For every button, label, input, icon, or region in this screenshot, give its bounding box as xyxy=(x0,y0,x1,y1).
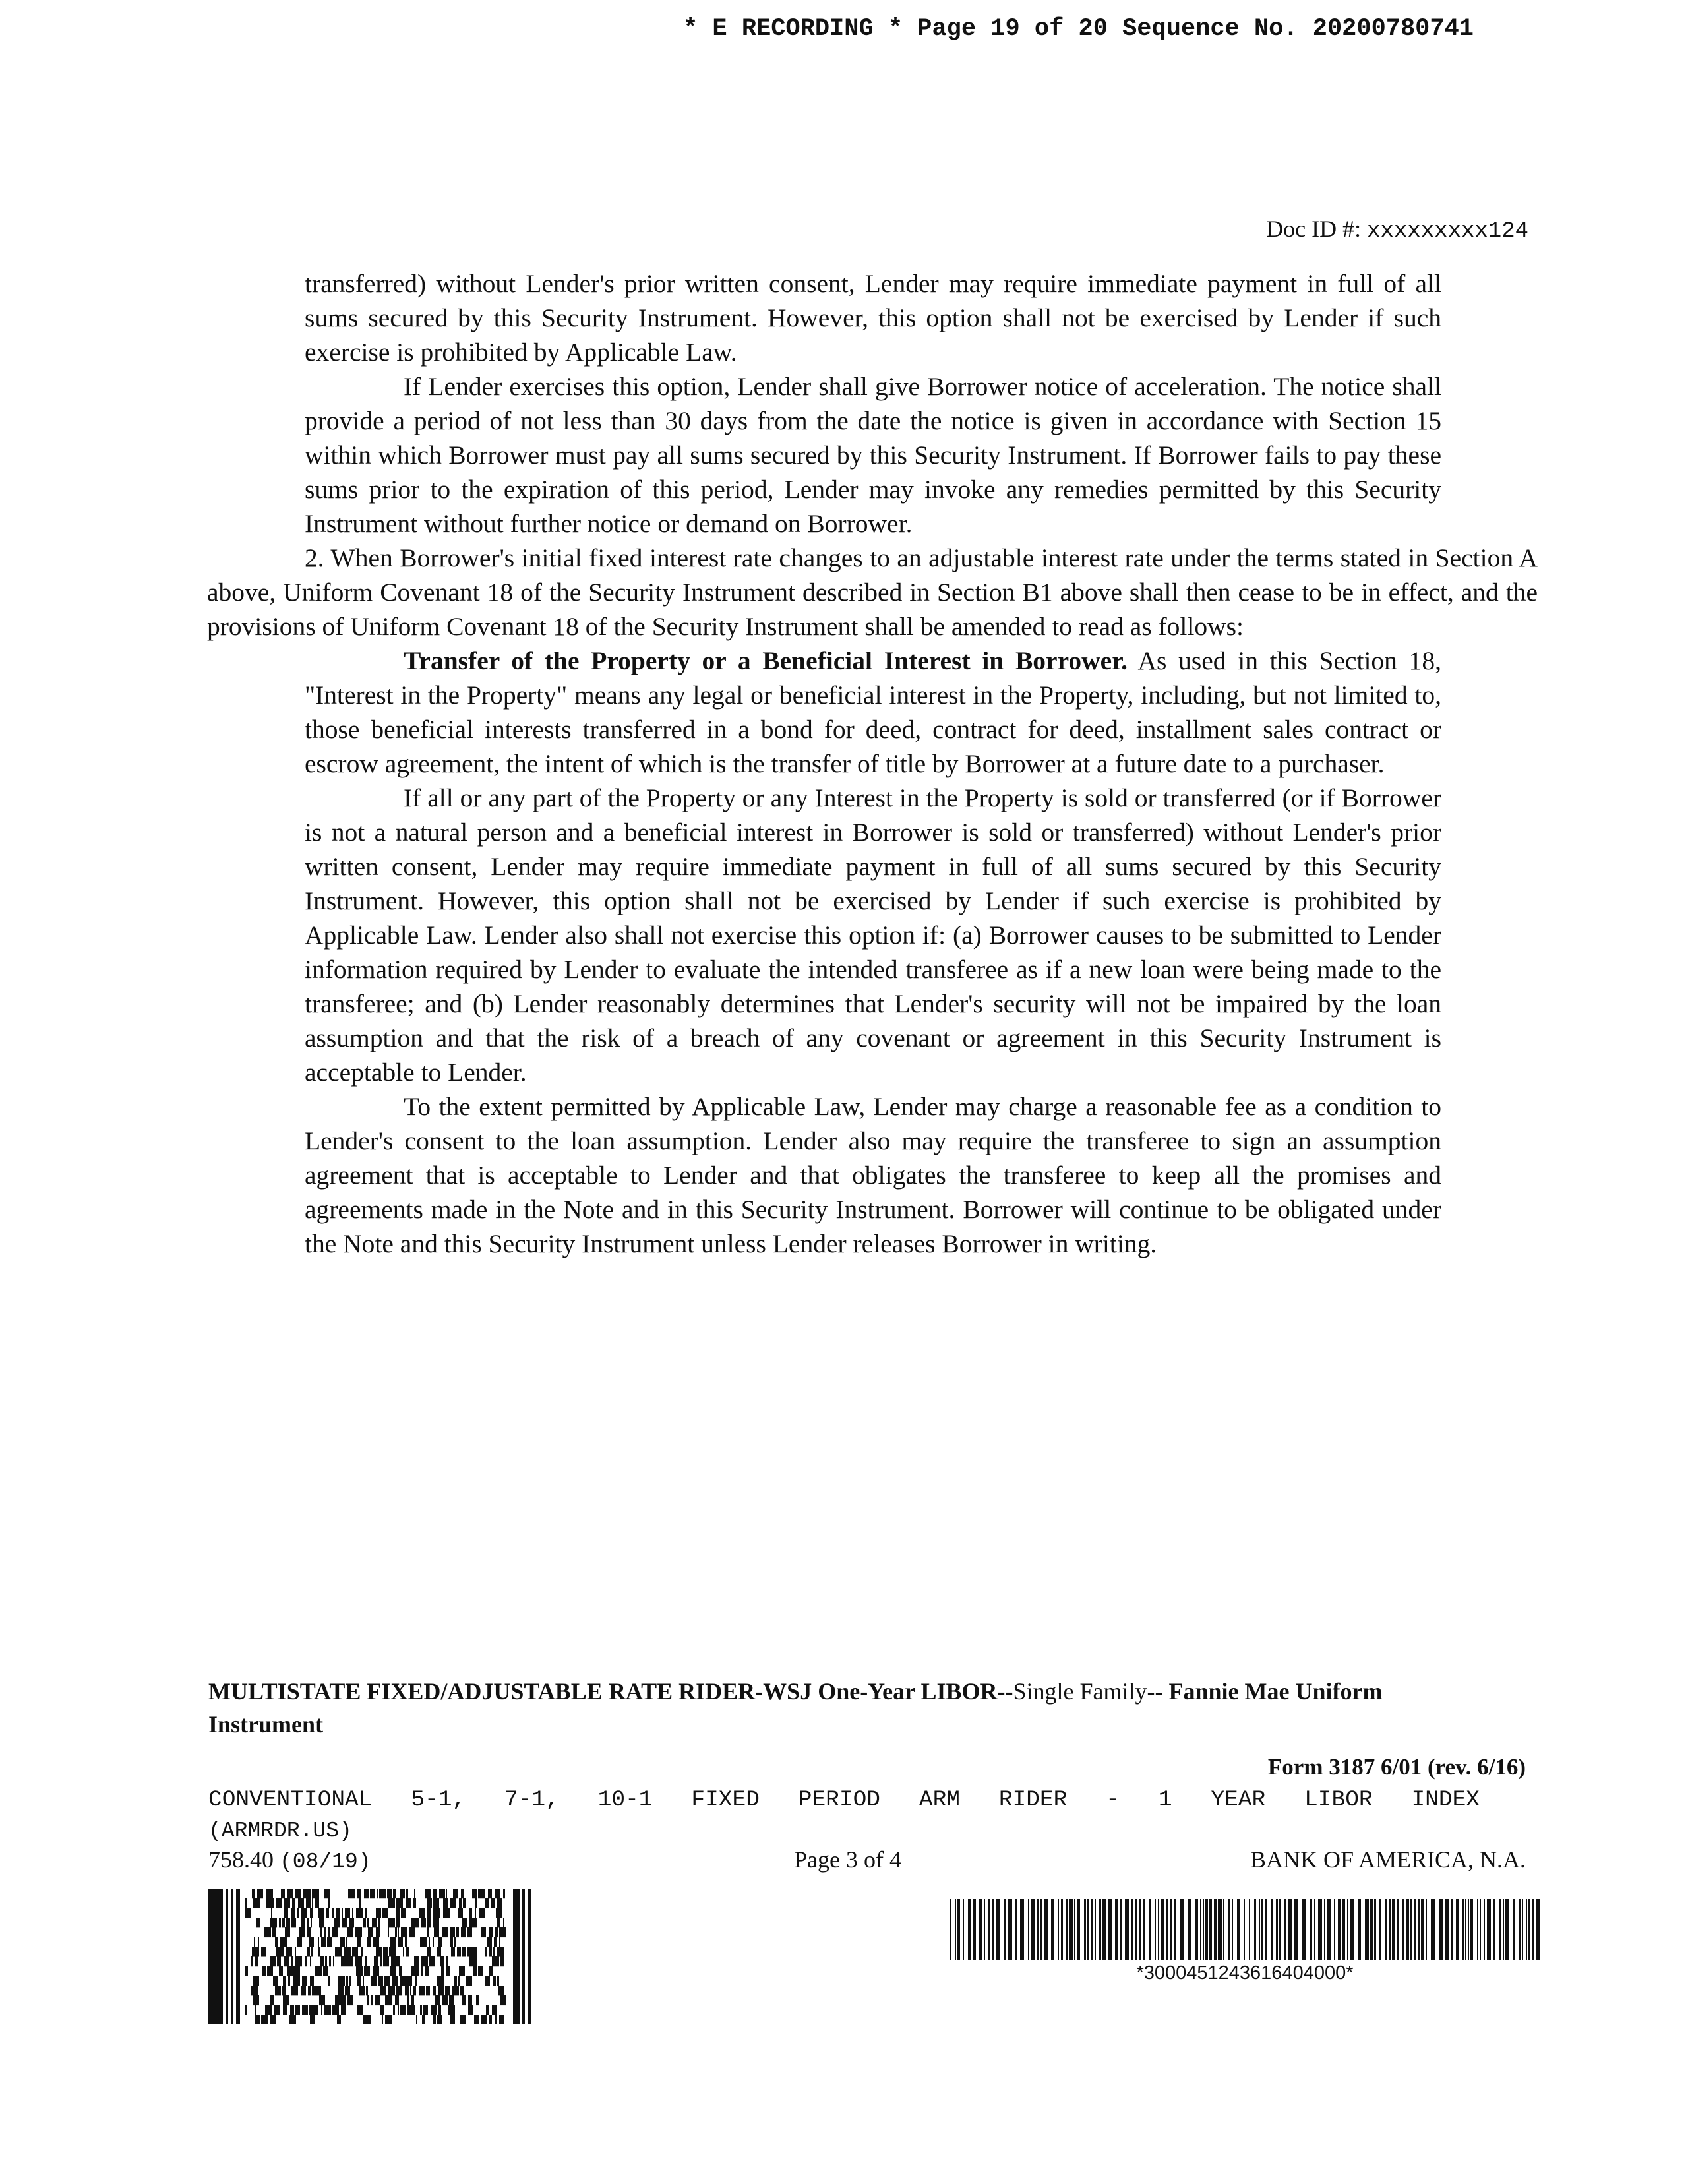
lender-name: BANK OF AMERICA, N.A. xyxy=(1250,1846,1526,1873)
linear-barcode-icon xyxy=(950,1899,1540,1960)
rider-description: CONVENTIONAL 5-1, 7-1, 10-1 FIXED PERIOD ARM RIDER - 1 YEAR LIBOR INDEX xyxy=(208,1787,1480,1813)
rider-code: (ARMRDR.US) xyxy=(208,1819,352,1843)
rider-title-normal: Single Family-- xyxy=(1013,1678,1163,1705)
paragraph-transfer-consent: If all or any part of the Property or any Interest in the Property is sold or transferred (or if Borrower is not a natural person and a beneficial interest in Borrower is sold or transferred) without Lender's prior written consent, Lender may require immediate payment in full of all sums secured by this Security Instrument. However, this option shall not be exercised by Lender if such exercise is prohibited by Applicable Law. Lender also shall not exercise this option if: (a) Borrower causes to be submitted to Lender information required by Lender to evaluate the intended transferee as if a new loan were being made to the transferee; and (b) Lender reasonably determines that Lender's security will not be impaired by the loan assumption and that the risk of a breach of any covenant or agreement in this Security Instrument is acceptable to Lender. xyxy=(305,783,1441,1087)
form-version xyxy=(208,1844,371,1878)
form-version-date: (08/19) xyxy=(280,1850,371,1874)
document-body xyxy=(207,266,1538,1261)
section-heading-text: As used in this Section 18, "Interest in the Property" means any legal or beneficial interest in the Property, including, but not limited to, those beneficial interests transferred in a bond for deed, contract for deed, installment sales contract or escrow agreement, the intent of which is the transfer of title by Borrower at a future date to a purchaser. xyxy=(305,646,1441,778)
paragraph-section-2: 2. When Borrower's initial fixed interest rate changes to an adjustable interest rate under the terms stated in Section A above, Uniform Covenant 18 of the Security Instrument described in Section B1 above shall then cease to be in effect, and the provisions of Uniform Covenant 18 of the Security Instrument shall be amended to read as follows: xyxy=(207,543,1538,641)
form-version-number: 758.40 xyxy=(208,1846,280,1873)
doc-id xyxy=(1266,212,1528,248)
rider-title-bold-2: Fannie Mae Uniform Instrument xyxy=(208,1678,1383,1738)
paragraph-continuation: transferred) without Lender's prior written consent, Lender may require immediate payment in full of all sums secured by this Security Instrument. However, this option shall not be exercised by Lender if such exercise is prohibited by Applicable Law. xyxy=(305,269,1441,367)
rider-title-bold: MULTISTATE FIXED/ADJUSTABLE RATE RIDER-WSJ One-Year LIBOR-- xyxy=(208,1678,1013,1705)
section-heading: Transfer of the Property or a Beneficial Interest in Borrower. xyxy=(404,646,1128,675)
paragraph-acceleration-notice: If Lender exercises this option, Lender shall give Borrower notice of acceleration. The notice shall provide a period of not less than 30 days from the date the notice is given in accordance with Section 15 within which Borrower must pay all sums secured by this Security Instrument. If Borrower fails to pay these sums prior to the expiration of this period, Lender may invoke any remedies permitted by this Security Instrument without further notice or demand on Borrower. xyxy=(305,372,1441,538)
paragraph-transfer-definition xyxy=(305,644,1441,781)
barcode-number: *3000451243616404000* xyxy=(1136,1962,1354,1984)
paragraph-assumption-fee: To the extent permitted by Applicable Law, Lender may charge a reasonable fee as a condition to Lender's consent to the loan assumption. Lender also may require the transferee to sign an assumption agreement that is acceptable to Lender and that obligates the transferee to keep all the promises and agreements made in the Note and in this Security Instrument. Borrower will continue to be obligated under the Note and this Security Instrument unless Lender releases Borrower in writing. xyxy=(305,1092,1441,1258)
rider-title xyxy=(208,1675,1501,1741)
pdf417-barcode-icon xyxy=(208,1889,531,2024)
doc-id-value: xxxxxxxxx124 xyxy=(1367,219,1528,244)
page-number: Page 3 of 4 xyxy=(794,1846,901,1873)
form-number: Form 3187 6/01 (rev. 6/16) xyxy=(1267,1754,1526,1780)
recording-header: * E RECORDING * Page 19 of 20 Sequence No. 20200780741 xyxy=(683,15,1474,43)
doc-id-label: Doc ID #: xyxy=(1266,216,1362,242)
